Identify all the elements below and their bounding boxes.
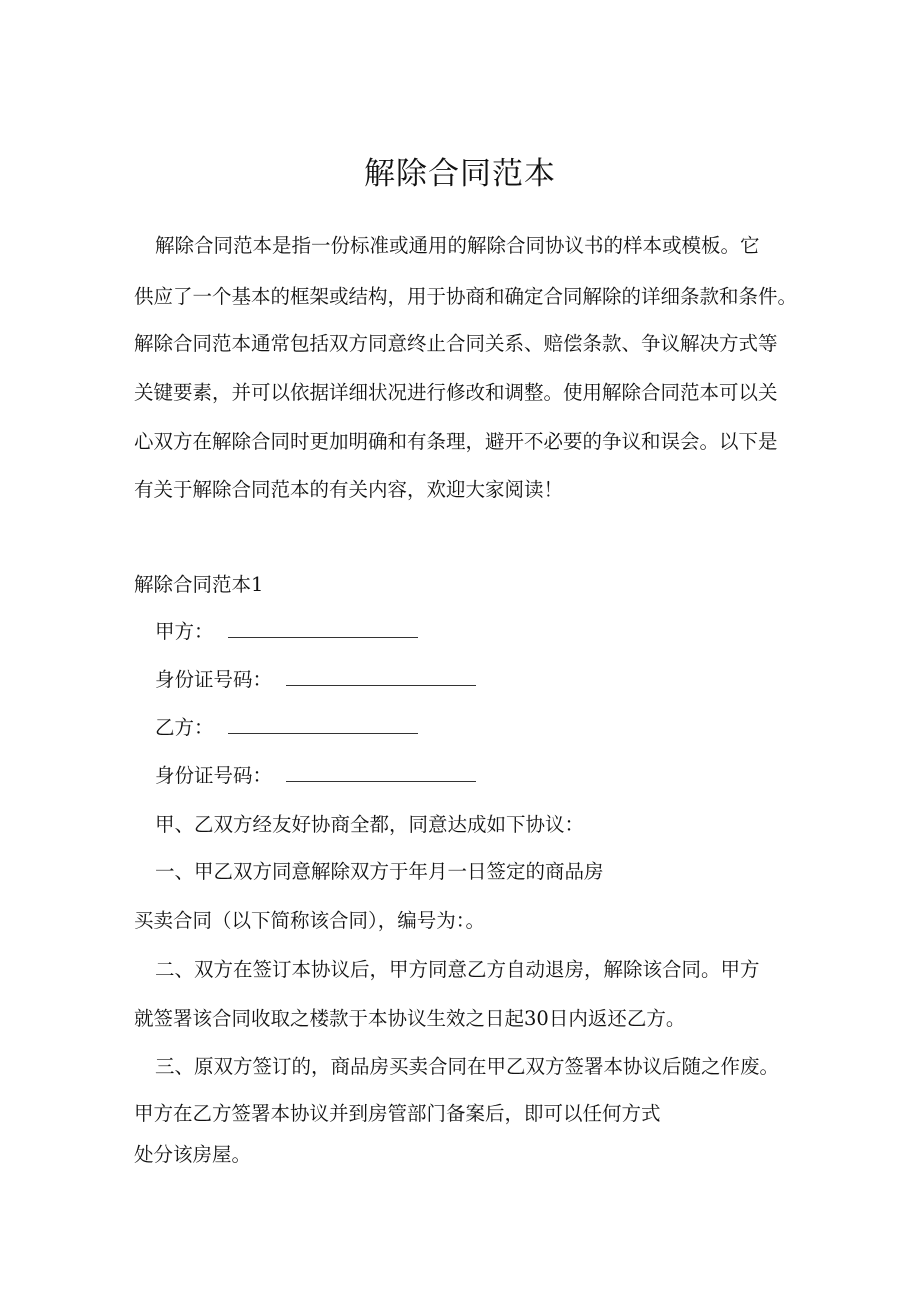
id-b-label: 身份证号码： <box>155 764 273 787</box>
agreement-line: 二、双方在签订本协议后，甲方同意乙方自动退房，解除该合同。甲方 <box>155 958 760 981</box>
id-a-label: 身份证号码： <box>155 668 273 691</box>
agreement-line: 就签署该合同收取之楼款于本协议生效之日起30日内返还乙方。 <box>134 1007 686 1030</box>
agreement-line: 买卖合同（以下简称该合同），编号为：。 <box>134 909 486 932</box>
section-title: 解除合同范本1 <box>134 573 264 596</box>
intro-line: 有关于解除合同范本的有关内容，欢迎大家阅读！ <box>134 478 564 501</box>
agreement-line: 甲、乙双方经友好协商全都，同意达成如下协议： <box>155 813 585 836</box>
party-a-blank <box>228 623 418 638</box>
intro-line: 解除合同范本是指一份标准或通用的解除合同协议书的样本或模板。它 <box>155 234 760 257</box>
party-b-label: 乙方： <box>155 716 214 739</box>
id-a-blank <box>286 671 476 686</box>
party-b-field <box>155 718 418 738</box>
party-a-label: 甲方： <box>155 620 214 643</box>
agreement-line: 一、甲乙双方同意解除双方于年月一日签定的商品房 <box>155 860 604 883</box>
agreement-line: 处分该房屋。 <box>134 1143 252 1166</box>
intro-line: 关键要素，并可以依据详细状况进行修改和调整。使用解除合同范本可以关 <box>134 381 778 404</box>
id-a-field <box>155 670 476 690</box>
party-a-field <box>155 622 418 642</box>
intro-line: 解除合同范本通常包括双方同意终止合同关系、赔偿条款、争议解决方式等 <box>134 332 778 355</box>
agreement-line: 三、原双方签订的，商品房买卖合同在甲乙双方签署本协议后随之作废。 <box>155 1055 780 1078</box>
id-b-blank <box>286 767 476 782</box>
document-title: 解除合同范本 <box>364 156 556 192</box>
agreement-line: 甲方在乙方签署本协议并到房管部门备案后，即可以任何方式 <box>134 1102 661 1125</box>
intro-line: 供应了一个基本的框架或结构，用于协商和确定合同解除的详细条款和条件。 <box>134 285 798 308</box>
intro-line: 心双方在解除合同时更加明确和有条理，避开不必要的争议和误会。以下是 <box>134 430 778 453</box>
party-b-blank <box>228 719 418 734</box>
id-b-field <box>155 766 476 786</box>
